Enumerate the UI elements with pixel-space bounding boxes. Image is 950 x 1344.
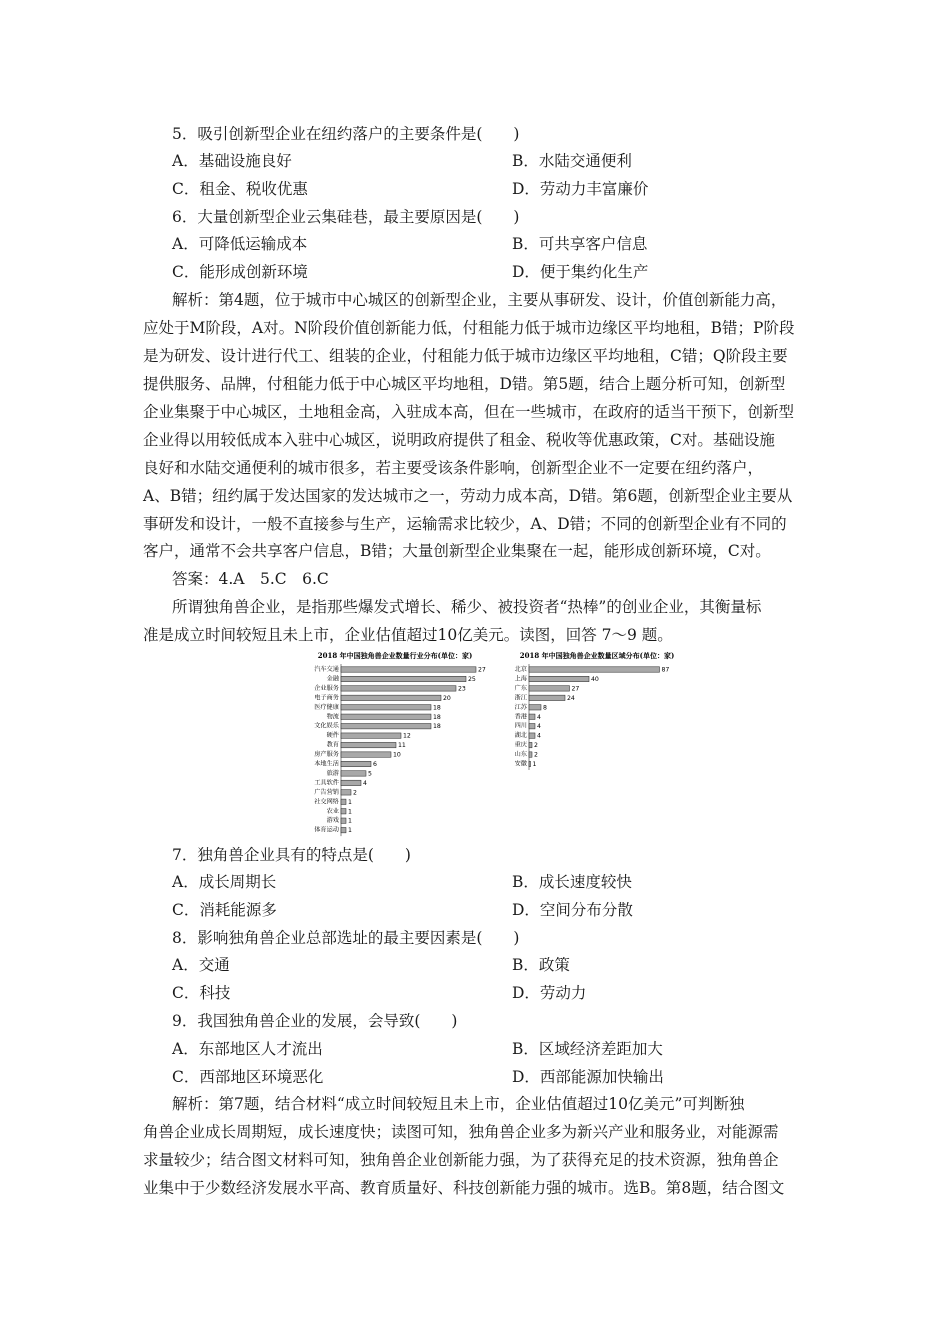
bar bbox=[341, 742, 396, 747]
bar bbox=[529, 733, 535, 738]
analysis1-line: 企业集聚于中心城区，土地租金高，入驻成本高，但在一些城市，在政府的适当干预下，创新型 bbox=[143, 403, 795, 421]
q6-option-d: D．便于集约化生产 bbox=[512, 263, 649, 281]
q9-option-a: A．东部地区人才流出 bbox=[172, 1040, 323, 1058]
value-label: 5 bbox=[368, 770, 372, 778]
bar bbox=[341, 705, 431, 710]
category-label: 农业 bbox=[326, 807, 339, 815]
chart-title: 2018 年中国独角兽企业数量区域分布(单位：家) bbox=[519, 651, 675, 660]
q9-option-b: B．区域经济差距加大 bbox=[512, 1040, 663, 1058]
analysis1-line: 是为研发、设计进行代工、组装的企业，付租能力低于城市边缘区平均地租，C错；Q阶段主要 bbox=[143, 347, 788, 365]
bar bbox=[341, 676, 466, 681]
q6-option-b: B．可共享客户信息 bbox=[512, 235, 648, 253]
analysis1-line: 解析：第4题，位于城市中心城区的创新型企业，主要从事研发、设计，价值创新能力高， bbox=[172, 291, 787, 309]
q6-stem: 6．大量创新型企业云集硅巷，最主要原因是( ) bbox=[172, 208, 520, 226]
value-label: 2 bbox=[534, 742, 538, 750]
q8-stem: 8．影响独角兽企业总部选址的最主要因素是( ) bbox=[172, 929, 520, 947]
analysis1-line: 客户，通常不会共享客户信息，B错；大量创新型企业集聚在一起，能形成创新环境，C对。 bbox=[143, 542, 771, 560]
category-label: 社交网络 bbox=[314, 798, 339, 806]
category-label: 房产服务 bbox=[314, 751, 339, 759]
q5-option-d: D．劳动力丰富廉价 bbox=[512, 180, 649, 198]
q8-option-c: C．科技 bbox=[172, 984, 231, 1002]
bar bbox=[341, 724, 431, 729]
analysis2-line: 业集中于少数经济发展水平高、教育质量好、科技创新能力强的城市。选B。第8题，结合图文 bbox=[143, 1179, 785, 1197]
value-label: 18 bbox=[433, 713, 441, 721]
category-label: 香港 bbox=[514, 713, 527, 721]
bar bbox=[341, 667, 476, 672]
q7-option-d: D．空间分布分散 bbox=[512, 901, 633, 919]
category-label: 江苏 bbox=[514, 703, 527, 711]
bar bbox=[341, 780, 361, 785]
q9-stem: 9．我国独角兽企业的发展，会导致( ) bbox=[172, 1012, 458, 1030]
bar bbox=[341, 818, 346, 823]
analysis1-line: 良好和水陆交通便利的城市很多，若主要受该条件影响，创新型企业不一定要在纽约落户， bbox=[143, 459, 764, 477]
category-label: 浙江 bbox=[514, 694, 527, 702]
q9-option-d: D．西部能源加快输出 bbox=[512, 1068, 664, 1086]
q8-option-b: B．政策 bbox=[512, 956, 570, 974]
category-label: 工具软件 bbox=[314, 779, 339, 787]
value-label: 18 bbox=[433, 704, 441, 712]
value-label: 4 bbox=[537, 732, 541, 740]
value-label: 4 bbox=[537, 723, 541, 731]
category-label: 北京 bbox=[514, 666, 527, 673]
value-label: 87 bbox=[661, 666, 670, 674]
bar bbox=[529, 667, 660, 672]
bar bbox=[529, 724, 535, 729]
value-label: 12 bbox=[403, 732, 411, 740]
bar bbox=[341, 761, 371, 766]
category-label: 文化娱乐 bbox=[314, 722, 339, 730]
category-label: 重庆 bbox=[514, 741, 527, 749]
category-label: 山东 bbox=[514, 751, 527, 759]
value-label: 2 bbox=[534, 751, 538, 759]
q6-option-c: C．能形成创新环境 bbox=[172, 263, 308, 281]
analysis1-line: A、B错；纽约属于发达国家的发达城市之一，劳动力成本高，D错。第6题，创新型企业主要从 bbox=[143, 487, 793, 505]
q5-stem: 5．吸引创新型企业在纽约落户的主要条件是( ) bbox=[172, 125, 520, 143]
category-label: 旅游 bbox=[326, 769, 339, 777]
analysis1-line: 企业得以用较低成本入驻中心城区，说明政府提供了租金、税收等优惠政策，C对。基础设施 bbox=[143, 431, 775, 449]
value-label: 27 bbox=[571, 685, 580, 693]
bar bbox=[341, 695, 441, 700]
bar bbox=[529, 686, 570, 691]
q7-option-c: C．消耗能源多 bbox=[172, 901, 277, 919]
value-label: 18 bbox=[433, 723, 441, 731]
value-label: 10 bbox=[393, 751, 401, 759]
category-label: 湖北 bbox=[514, 732, 527, 740]
bar bbox=[341, 790, 351, 795]
intro-line: 准是成立时间较短且未上市，企业估值超过10亿美元。读图，回答 7～9 题。 bbox=[143, 626, 673, 644]
category-label: 四川 bbox=[514, 722, 527, 730]
industry-distribution-chart bbox=[295, 650, 495, 840]
value-label: 24 bbox=[567, 694, 575, 702]
analysis1-line: 事研发和设计，一般不直接参与生产，运输需求比较少，A、D错；不同的创新型企业有不同的 bbox=[143, 515, 787, 533]
analysis2-line: 求量较少；结合图文材料可知，独角兽企业创新能力强，为了获得充足的技术资源，独角兽企 bbox=[143, 1151, 779, 1169]
q5-option-c: C．租金、税收优惠 bbox=[172, 180, 308, 198]
q7-stem: 7．独角兽企业具有的特点是( ) bbox=[172, 846, 411, 864]
category-label: 上海 bbox=[514, 675, 527, 683]
region-chart-svg bbox=[505, 650, 690, 780]
category-label: 教育 bbox=[326, 741, 339, 749]
value-label: 20 bbox=[443, 694, 451, 702]
category-label: 广告营销 bbox=[314, 788, 339, 796]
value-label: 1 bbox=[348, 827, 352, 835]
value-label: 1 bbox=[348, 808, 352, 816]
bar bbox=[341, 686, 456, 691]
q6-option-a: A．可降低运输成本 bbox=[172, 235, 308, 253]
value-label: 11 bbox=[398, 742, 406, 750]
intro-line: 所谓独角兽企业，是指那些爆发式增长、稀少、被投资者“热棒”的创业企业，其衡量标 bbox=[172, 598, 762, 616]
value-label: 25 bbox=[468, 675, 476, 683]
value-label: 40 bbox=[591, 675, 599, 683]
bar bbox=[341, 771, 366, 776]
industry-chart-svg bbox=[295, 650, 495, 840]
bar bbox=[529, 695, 565, 700]
category-label: 广东 bbox=[514, 684, 527, 692]
bar bbox=[341, 752, 391, 757]
value-label: 23 bbox=[458, 685, 466, 693]
category-label: 医疗健康 bbox=[314, 703, 339, 711]
q8-option-a: A．交通 bbox=[172, 956, 230, 974]
value-label: 1 bbox=[348, 817, 352, 825]
bar bbox=[341, 714, 431, 719]
category-label: 物流 bbox=[326, 713, 339, 721]
bar bbox=[529, 752, 532, 757]
category-label: 硬件 bbox=[326, 732, 339, 740]
analysis1-line: 应处于M阶段，A对。N阶段价值创新能力低，付租能力低于城市边缘区平均地租，B错；P阶段 bbox=[143, 319, 795, 337]
value-label: 1 bbox=[532, 761, 537, 768]
category-label: 体育运动 bbox=[314, 826, 339, 834]
category-label: 电子商务 bbox=[314, 694, 339, 702]
bar bbox=[341, 827, 346, 832]
bar bbox=[529, 705, 541, 710]
value-label: 8 bbox=[543, 704, 547, 712]
q8-option-d: D．劳动力 bbox=[512, 984, 587, 1002]
category-label: 企业服务 bbox=[314, 684, 339, 692]
q7-option-b: B．成长速度较快 bbox=[512, 873, 632, 891]
bar bbox=[529, 714, 535, 719]
answer-line: 答案：4.A 5.C 6.C bbox=[172, 570, 329, 588]
category-label: 本地生活 bbox=[314, 760, 339, 768]
category-label: 安徽 bbox=[514, 760, 527, 768]
category-label: 游戏 bbox=[326, 817, 339, 825]
bar bbox=[529, 742, 532, 747]
q5-option-a: A．基础设施良好 bbox=[172, 152, 292, 170]
value-label: 2 bbox=[353, 789, 357, 797]
value-label: 6 bbox=[373, 761, 377, 768]
q7-option-a: A．成长周期长 bbox=[172, 873, 277, 891]
bar bbox=[341, 799, 346, 804]
bar bbox=[529, 676, 589, 681]
bar bbox=[341, 809, 346, 814]
analysis2-line: 角兽企业成长周期短，成长速度快；读图可知，独角兽企业多为新兴产业和服务业，对能源需 bbox=[143, 1123, 779, 1141]
bar bbox=[341, 733, 401, 738]
chart-title: 2018 年中国独角兽企业数量行业分布(单位：家) bbox=[317, 651, 473, 660]
value-label: 4 bbox=[363, 779, 367, 787]
value-label: 4 bbox=[537, 713, 541, 721]
q5-option-b: B．水陆交通便利 bbox=[512, 152, 632, 170]
category-label: 汽车交通 bbox=[314, 666, 339, 673]
analysis2-line: 解析：第7题，结合材料“成立时间较短且未上市，企业估值超过10亿美元”可判断独 bbox=[172, 1095, 745, 1113]
value-label: 1 bbox=[348, 798, 352, 806]
category-label: 金融 bbox=[326, 675, 339, 683]
q9-option-c: C．西部地区环境恶化 bbox=[172, 1068, 324, 1086]
region-distribution-chart bbox=[505, 650, 690, 780]
bar bbox=[529, 761, 531, 766]
value-label: 27 bbox=[478, 666, 486, 674]
analysis1-line: 提供服务、品牌，付租能力低于中心城区平均地租，D错。第5题，结合上题分析可知，创新型 bbox=[143, 375, 786, 393]
